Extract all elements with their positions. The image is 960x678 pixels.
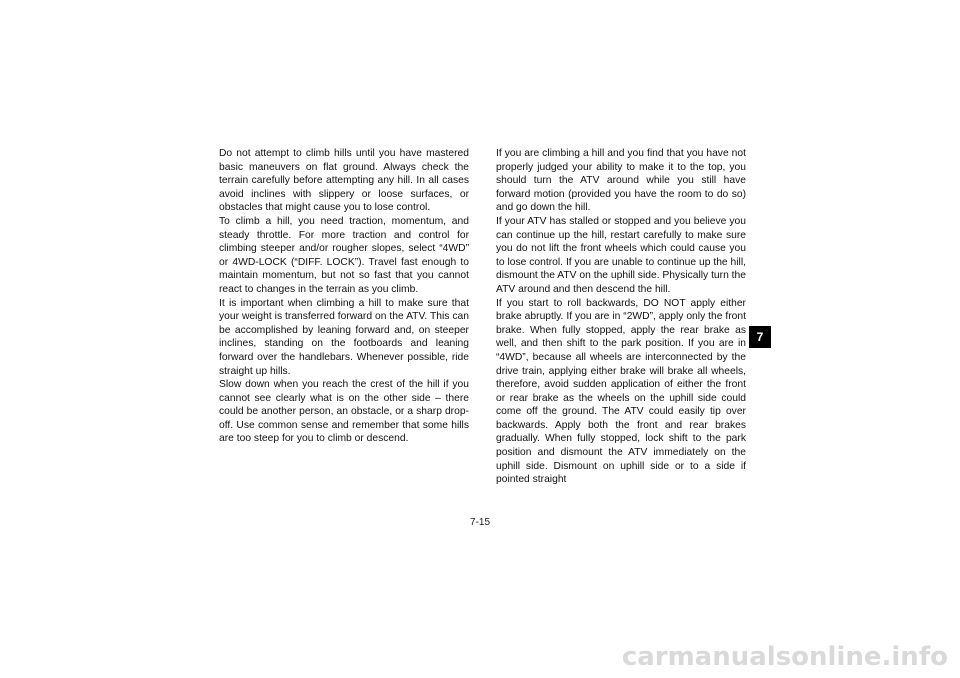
paragraph: To climb a hill, you need traction, momentum, and steady throttle. For more traction and control for climbing steeper and/or rougher slopes, select “4WD” or 4WD-LOCK (“DIFF. LOCK”). Travel fast enough to maintain momentum, but not so fast that you cannot react to changes in the terrain as you climb. — [219, 215, 469, 295]
page-number: 7-15 — [469, 517, 490, 528]
paragraph: If your ATV has stalled or stopped and you believe you can continue up the hill, restart carefully to make sure you do not lift the front wheels which could cause you to lose control. If you are unable to continue up the hill, dismount the ATV on the uphill side. Physically turn the ATV around and then descend the hill. — [496, 215, 746, 295]
paragraph: It is important when climbing a hill to make sure that your weight is transferred forward on the ATV. This can be accomplished by leaning forward and, on steeper inclines, standing on the footboards and leaning forward over the handlebars. Whenever possible, ride straight up hills. — [219, 297, 469, 377]
right-text-column — [496, 147, 746, 487]
paragraph: Do not attempt to climb hills until you have mastered basic maneuvers on flat ground. Always check the terrain carefully before attempting any hill. In all cases avoid inclines with slippery or loose surfaces, or obstacles that might cause you to lose control. — [219, 148, 469, 214]
paragraph: Slow down when you reach the crest of the hill if you cannot see clearly what is on the other side – there could be another person, an obstacle, or a sharp drop-off. Use common sense and remember that some hills are too steep for you to climb or descend. — [219, 379, 469, 445]
left-text-column — [219, 147, 469, 446]
watermark: carmanualsonline.info — [621, 642, 948, 672]
chapter-tab: 7 — [749, 326, 771, 348]
paragraph: If you start to roll backwards, DO NOT apply either brake abruptly. If you are in “2WD”, apply only the front brake. When fully stopped, apply the rear brake as well, and then shift to the park position. If you are in “4WD”, because all wheels are interconnected by the drive train, applying either brake will brake all wheels, therefore, avoid sudden application of either the front or rear brake as the wheels on the uphill side could come off the ground. The ATV could easily tip over backwards. Apply both the front and rear brakes gradually. When fully stopped, lock shift to the park position and dismount the ATV immediately on the uphill side. Dismount on uphill side or to a side if pointed straight — [496, 297, 746, 486]
paragraph: If you are climbing a hill and you find that you have not properly judged your ability to make it to the top, you should turn the ATV around while you still have forward motion (provided you have the room to do so) and go down the hill. — [496, 148, 746, 214]
